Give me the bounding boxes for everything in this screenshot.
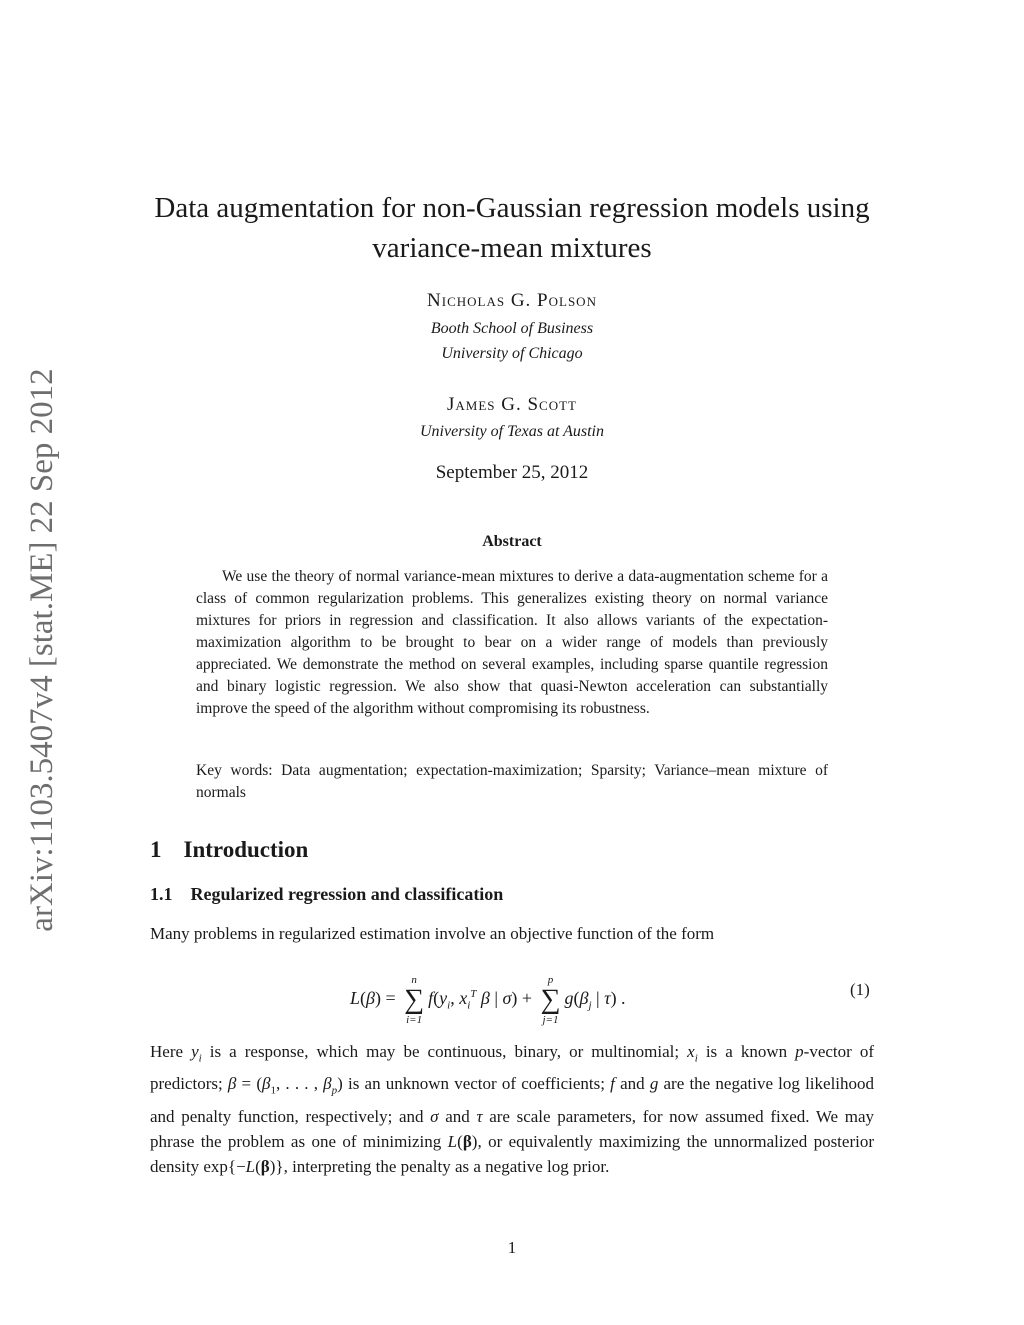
section-number: 1 xyxy=(150,837,162,862)
title-line-2: variance-mean mixtures xyxy=(372,232,652,264)
author-affiliation: University of Chicago xyxy=(441,345,583,362)
author-affiliation: University of Texas at Austin xyxy=(420,423,604,440)
sum-symbol: p ∑ j=1 xyxy=(540,974,561,1026)
abstract-body: We use the theory of normal variance-mean mixtures to derive a data-augmentation scheme for a class of common regularization problems. This generalizes existing theory on normal variance mixtures for priors in regression and classification. It also allows variants of the expectation-maximization algorithm to be brought to bear on a wider range of models than previously appreciated. We demonstrate the method on several examples, including sparse quantile regression and binary logistic regression. We also show that quasi-Newton acceleration can substantially improve the speed of the algorithm without compromising its robustness. xyxy=(196,568,828,717)
keywords: Key words: Data augmentation; expectation-maximization; Sparsity; Variance–mean mixture of normals xyxy=(196,762,828,801)
author-name: James G. Scott xyxy=(447,394,577,415)
section-title: Introduction xyxy=(183,837,309,862)
sum-symbol: n ∑ i=1 xyxy=(404,974,425,1026)
subsection-heading xyxy=(150,884,503,905)
paper-date: September 25, 2012 xyxy=(435,462,589,483)
subsection-number: 1.1 xyxy=(150,884,173,904)
equation-1 xyxy=(0,960,1024,1026)
equation-body: L(β) = n ∑ i=1 $f(y_i$, $x_i^T$ β | σ) + p ∑ j=1 $g(\beta_j$ | τ) . xyxy=(350,974,626,1026)
equation-number: (1) xyxy=(850,980,870,999)
paper-title xyxy=(0,188,1024,268)
intro-paragraph: Many problems in regularized estimation involve an objective function of the form xyxy=(150,924,715,943)
title-line-1: Data augmentation for non-Gaussian regression models using xyxy=(154,192,870,224)
body-paragraph: Here $y_i$ is a response, which may be continuous, binary, or multinomial; $x_i$ is a known p-vector of predictors; $\beta = (\beta_1$, . . . , $\beta_p$) is an unknown vector of coefficients; f and g are the negative log likelihood and penalty function, respectively; and σ and τ are scale parameters, for now assumed fixed. We may phrase the problem as one of minimizing L(β), or equivalently maximizing the unnormalized posterior density exp{−L(β)}, interpreting the penalty as a negative log prior. xyxy=(150,1042,875,1176)
author-name: Nicholas G. Polson xyxy=(427,290,597,311)
author-affiliation: Booth School of Business xyxy=(430,320,594,337)
page-number: 1 xyxy=(507,1238,517,1257)
arxiv-sidebar-stamp: arXiv:1103.5407v4 [stat.ME] 22 Sep 2012 xyxy=(24,368,60,932)
abstract-heading: Abstract xyxy=(482,533,542,550)
subsection-title: Regularized regression and classification xyxy=(190,884,504,904)
section-heading xyxy=(150,837,308,863)
